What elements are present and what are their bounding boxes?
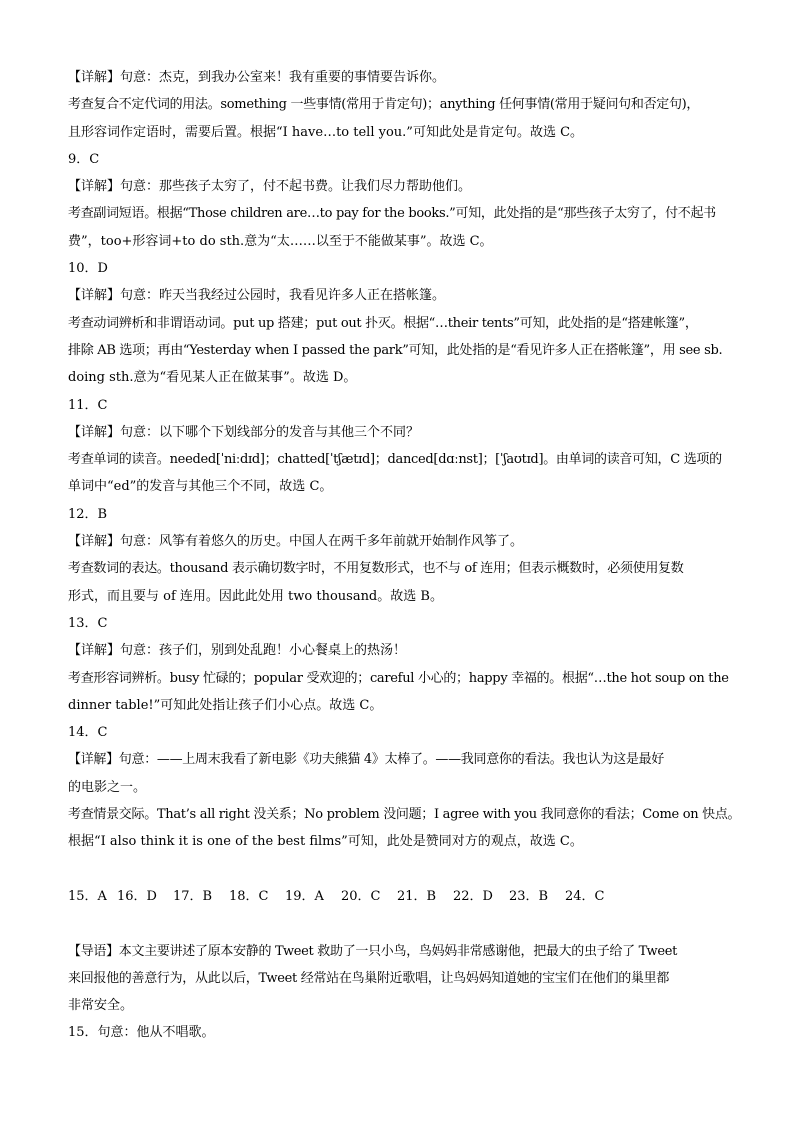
text-line: 【详解】句意：风筝有着悠久的历史。中国人在两千多年前就开始制作风筝了。	[68, 534, 524, 550]
text-line: 【详解】句意：孩子们，别到处乱跑！小心餐桌上的热汤！	[68, 643, 407, 659]
question-number: 11．C	[68, 397, 108, 413]
text-line: 【详解】句意：——上周末我看了新电影《功夫熊猫 4》太棒了。——我同意你的看法。我也认为这是最好	[68, 752, 665, 768]
question-number: 9．C	[68, 151, 100, 167]
text-line: 考查数词的表达。thousand 表示确切数字时，不用复数形式，也不与 of 连用；但表示概数时，必须使用复数	[68, 561, 684, 577]
text-line: 费”，too+形容词+to do sth.意为“太……以至于不能做某事”。故选 C。	[68, 233, 493, 249]
text-line: 的电影之一。	[68, 779, 147, 795]
text-line: 非常安全。	[68, 998, 134, 1014]
answer-item: 24．C	[565, 888, 605, 904]
question-number: 13．C	[68, 615, 108, 631]
question-number: 14．C	[68, 725, 108, 741]
question-number: 10．D	[68, 261, 108, 277]
text-line: 根据“I also think it is one of the best films”可知，此处是赞同对方的观点，故选 C。	[68, 834, 583, 850]
answer-item: 20．C	[341, 888, 381, 904]
text-line: 形式，而且要与 of 连用。因此此处用 two thousand。故选 B。	[68, 588, 443, 604]
answer-item: 16．D	[117, 888, 157, 904]
spacer	[68, 910, 740, 937]
question-number: 12．B	[68, 506, 108, 522]
text-line: 【导语】本文主要讲述了原本安静的 Tweet 救助了一只小鸟，鸟妈妈非常感谢他，把最大的虫子给了 Tweet	[68, 943, 678, 959]
text-line: 考查复合不定代词的用法。something 一些事情(常用于肯定句)；anything 任何事情(常用于疑问句和否定句)，	[68, 97, 700, 113]
answer-item: 19．A	[285, 888, 324, 904]
text-line: 排除 AB 选项；再由“Yesterday when I passed the park”可知，此处指的是“看见许多人正在搭帐篷”，用 see sb.	[68, 342, 723, 358]
text-line: 【详解】句意：昨天当我经过公园时，我看见许多人正在搭帐篷。	[68, 288, 446, 304]
answer-item: 23．B	[509, 888, 549, 904]
text-line: 单词中“ed”的发音与其他三个不同，故选 C。	[68, 479, 333, 495]
document-page	[68, 64, 740, 1047]
answer-item: 22．D	[453, 888, 493, 904]
text-line: 考查情景交际。That’s all right 没关系；No problem 没问题；I agree with you 我同意你的看法；Come on 快点。	[68, 807, 741, 823]
text-line: doing sth.意为“看见某人正在做某事”。故选 D。	[68, 370, 357, 386]
spacer	[68, 856, 740, 883]
text-line: 15．句意：他从不唱歌。	[68, 1025, 215, 1041]
text-line: 【详解】句意：那些孩子太穷了，付不起书费。让我们尽力帮助他们。	[68, 179, 472, 195]
answer-item: 21．B	[397, 888, 437, 904]
answer-item: 15．A	[68, 888, 107, 904]
text-line: 考查副词短语。根据“Those children are…to pay for the books.”可知，此处指的是“那些孩子太穷了，付不起书	[68, 206, 716, 222]
answer-row	[68, 883, 740, 910]
answer-item: 17．B	[173, 888, 213, 904]
text-line: 考查形容词辨析。busy 忙碌的；popular 受欢迎的；careful 小心的；happy 幸福的。根据“…the hot soup on the	[68, 670, 729, 686]
answer-item: 18．C	[229, 888, 269, 904]
text-line: 考查动词辨析和非谓语动词。put up 搭建；put out 扑灭。根据“…their tents”可知，此处指的是“搭建帐篷”，	[68, 315, 698, 331]
text-line: 考查单词的读音。needed[ˈniːdɪd]；chatted[ˈtʃætɪd]；danced[dɑːnst]；[ˈʃaʊtɪd]。由单词的读音可知，C 选项的	[68, 452, 722, 468]
text-line: 【详解】句意：以下哪个下划线部分的发音与其他三个不同？	[68, 424, 420, 440]
text-line: 且形容词作定语时，需要后置。根据“I have…to tell you.”可知此处是肯定句。故选 C。	[68, 124, 584, 140]
text-line: 来回报他的善意行为，从此以后，Tweet 经常站在鸟巢附近歌唱，让鸟妈妈知道她的宝宝们在他们的巢里都	[68, 970, 670, 986]
text-line: 【详解】句意：杰克，到我办公室来！我有重要的事情要告诉你。	[68, 70, 446, 85]
text-line: dinner table!”可知此处指让孩子们小心点。故选 C。	[68, 697, 383, 713]
